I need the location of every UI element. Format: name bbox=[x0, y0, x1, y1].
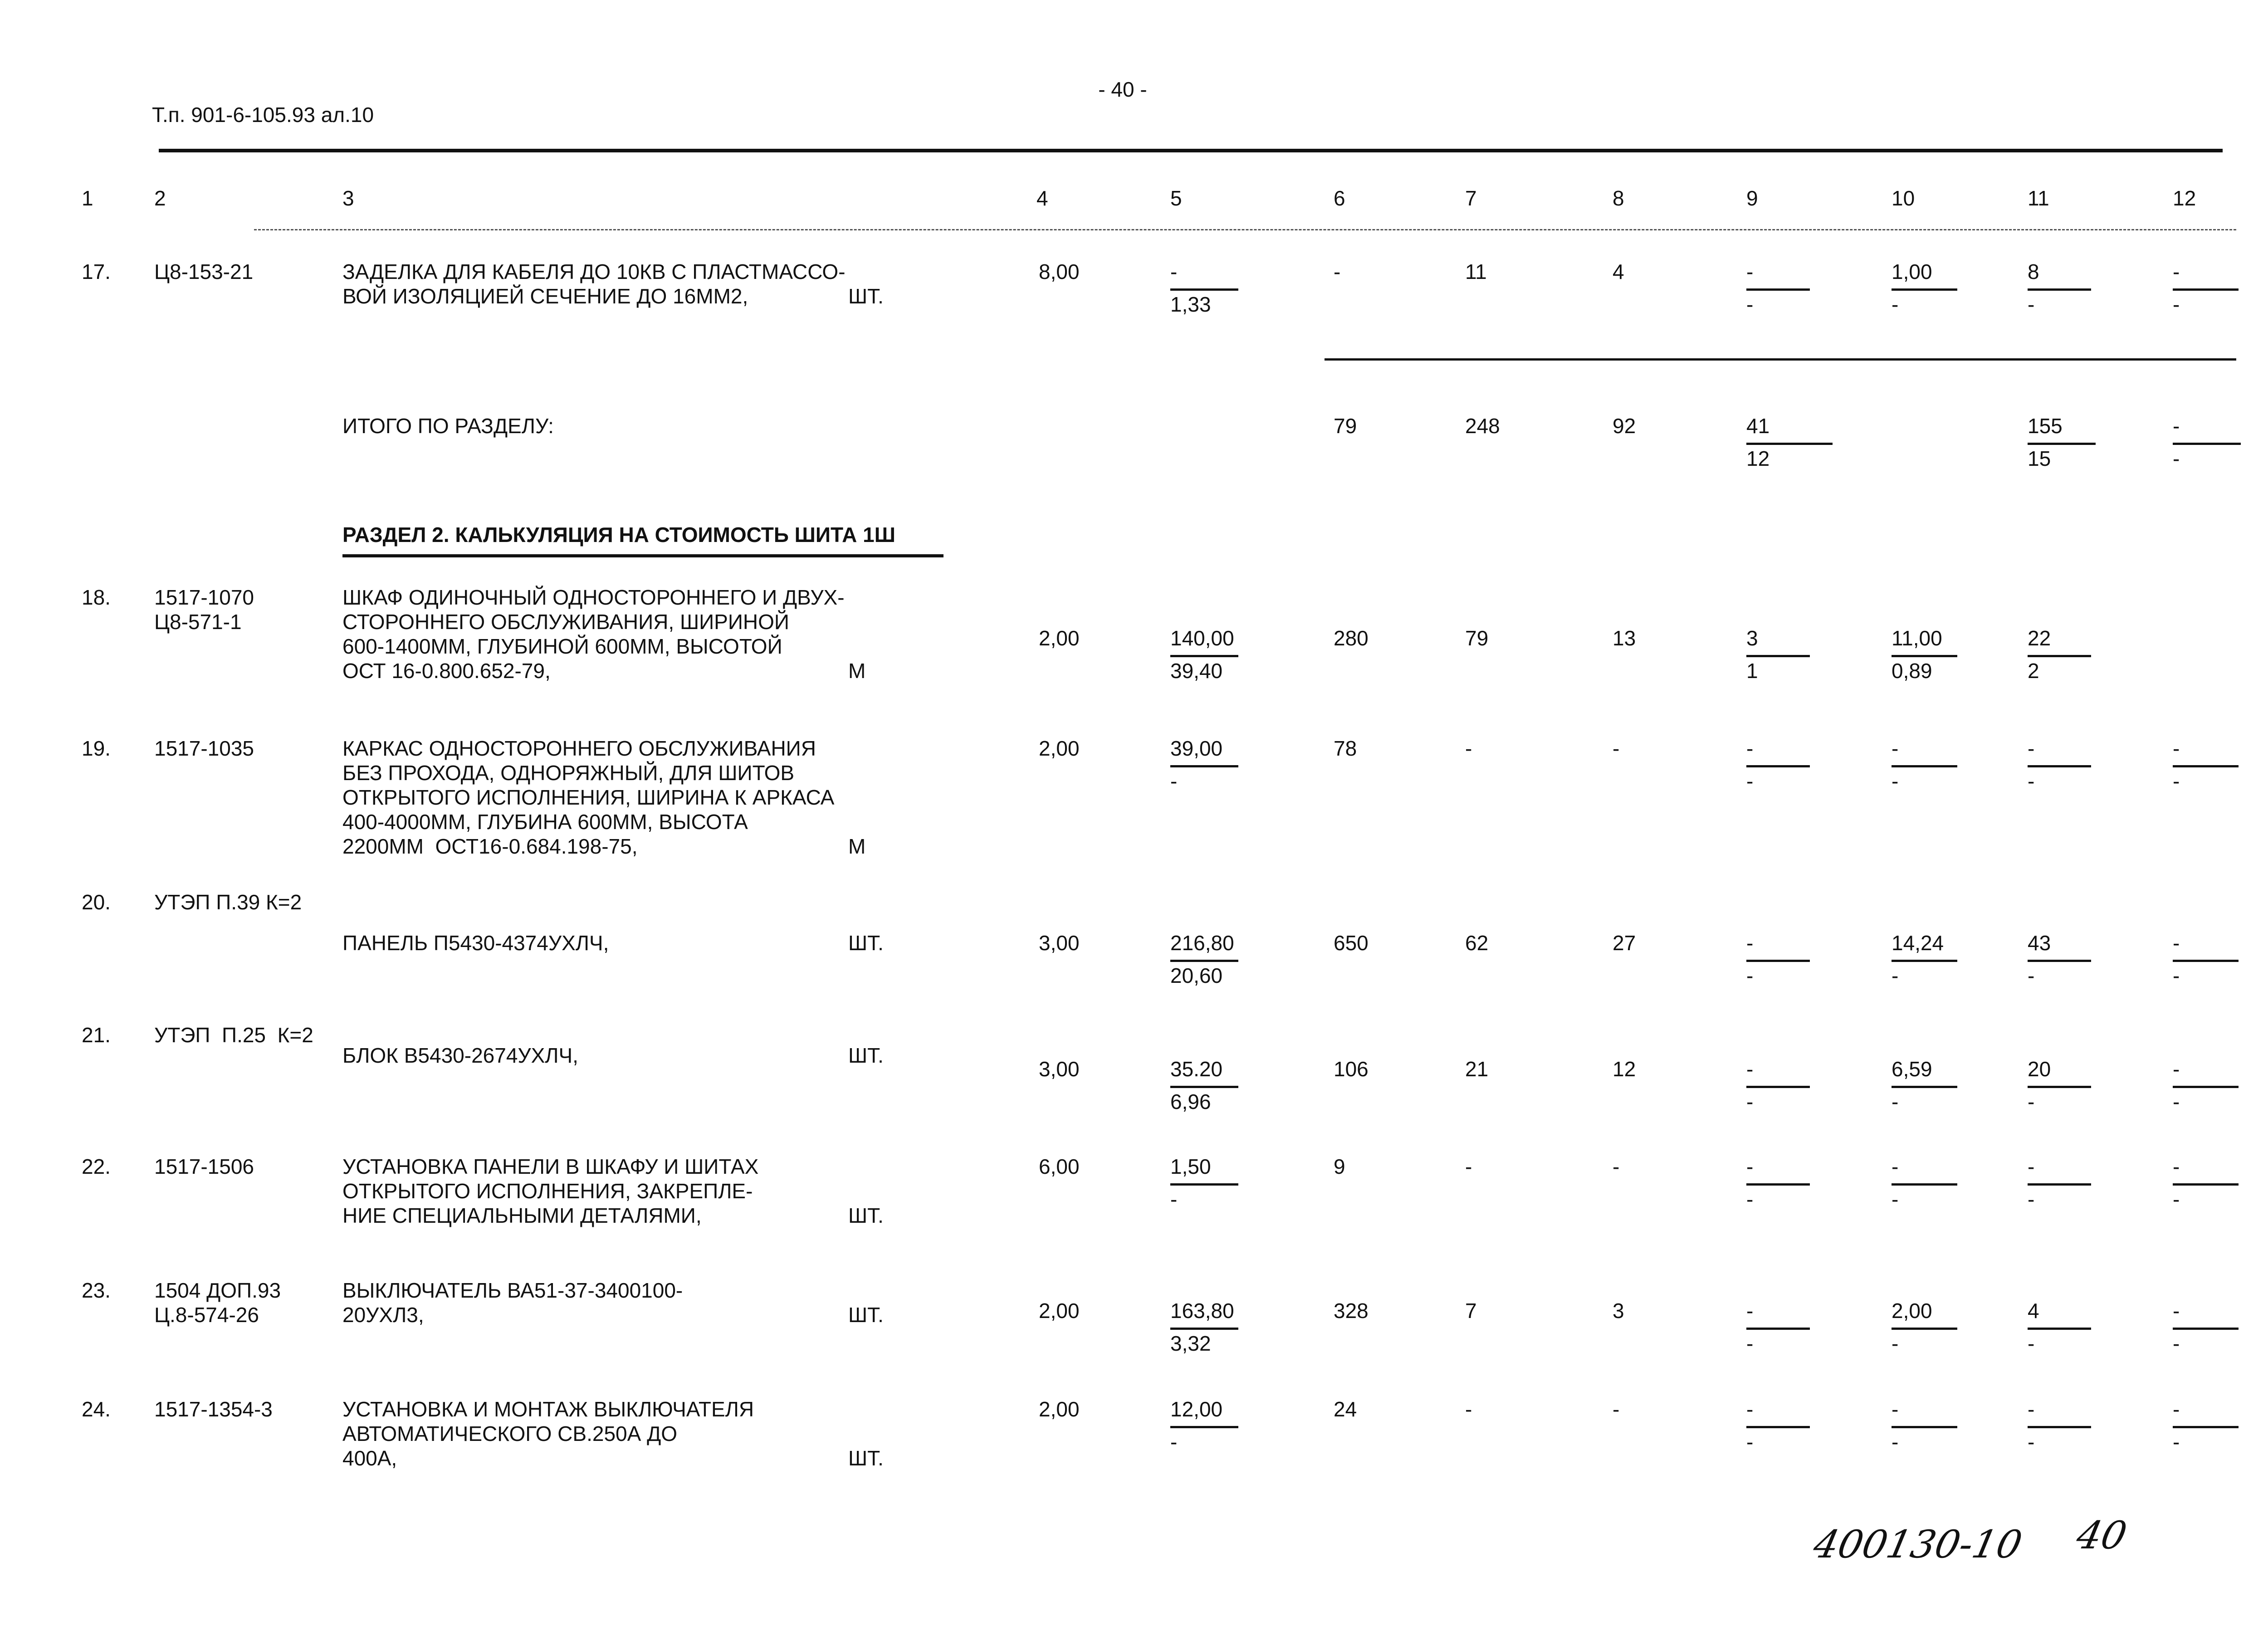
row-number: 18. bbox=[82, 586, 111, 609]
row-description: ОТКРЫТОГО ИСПОЛНЕНИЯ, ЗАКРЕПЛЕ- bbox=[342, 1179, 753, 1203]
row-col5-price-bar bbox=[1170, 960, 1238, 962]
row-col5-price bbox=[1170, 1299, 1243, 1353]
row-col11-bar bbox=[2028, 655, 2091, 657]
row-description: ВЫКЛЮЧАТЕЛЬ ВА51-37-3400100- bbox=[342, 1279, 683, 1302]
total-col7: 248 bbox=[1465, 414, 1500, 438]
row-code: Ц.8-574-26 bbox=[154, 1303, 259, 1327]
row-col10-numerator: - bbox=[1892, 1397, 1899, 1421]
row-col10-denominator: - bbox=[1892, 1090, 1899, 1113]
row-col9-bar bbox=[1746, 1183, 1810, 1186]
handwritten-code: 400130-10 bbox=[1809, 1522, 2026, 1567]
row-col11 bbox=[2028, 736, 2100, 791]
row-col7: 79 bbox=[1465, 626, 1489, 650]
row-col12-numerator: - bbox=[2173, 260, 2180, 283]
row-col9-denominator: - bbox=[1746, 1332, 1754, 1355]
row-col8: 3 bbox=[1613, 1299, 1624, 1323]
row-col5-price bbox=[1170, 931, 1243, 985]
row-col9-bar bbox=[1746, 1328, 1810, 1330]
row-col9-numerator: - bbox=[1746, 931, 1754, 955]
row-col5-price-numerator: - bbox=[1170, 260, 1178, 283]
column-number-5: 5 bbox=[1170, 186, 1182, 210]
page-number: - 40 - bbox=[1098, 78, 1147, 101]
row-col11-denominator: - bbox=[2028, 1332, 2035, 1355]
row-quantity: 8,00 bbox=[1039, 260, 1080, 283]
row-number: 17. bbox=[82, 260, 111, 283]
row-col12-numerator: - bbox=[2173, 1397, 2180, 1421]
row-col9 bbox=[1746, 626, 1819, 683]
row-col10-denominator: - bbox=[1892, 1187, 1899, 1211]
row-col6: 328 bbox=[1334, 1299, 1369, 1323]
row-col10-numerator: 11,00 bbox=[1892, 626, 1942, 650]
row-col12-denominator: - bbox=[2173, 1090, 2180, 1113]
row-col9-denominator: - bbox=[1746, 293, 1754, 316]
total-col12 bbox=[2173, 414, 2245, 468]
row-col12-numerator: - bbox=[2173, 1057, 2180, 1081]
row-col11 bbox=[2028, 1057, 2100, 1111]
total-col11-bar bbox=[2028, 443, 2096, 445]
row-code: Ц8-153-21 bbox=[154, 260, 254, 283]
row-col5-price-bar bbox=[1170, 288, 1238, 291]
row-col12 bbox=[2173, 931, 2245, 985]
row-col9 bbox=[1746, 1057, 1819, 1111]
row-col12-bar bbox=[2173, 765, 2239, 767]
row-col12-numerator: - bbox=[2173, 1155, 2180, 1178]
total-col12-bar bbox=[2173, 443, 2241, 445]
row-col11-bar bbox=[2028, 1183, 2091, 1186]
row-col10-bar bbox=[1892, 288, 1957, 291]
row-code: 1517-1506 bbox=[154, 1155, 254, 1178]
row-col5-price-denominator: 3,32 bbox=[1170, 1332, 1211, 1355]
row-col10-bar bbox=[1892, 960, 1957, 962]
row-col10 bbox=[1892, 931, 1964, 985]
row-description: НИЕ СПЕЦИАЛЬНЫМИ ДЕТАЛЯМИ, bbox=[342, 1204, 702, 1227]
row-description: ОТКРЫТОГО ИСПОЛНЕНИЯ, ШИРИНА К АРКАСА bbox=[342, 786, 835, 809]
row-col8: 27 bbox=[1613, 931, 1636, 955]
row-col9-numerator: - bbox=[1746, 1155, 1754, 1178]
row-col10-numerator: 6,59 bbox=[1892, 1057, 1932, 1081]
row-col5-price-denominator: 1,33 bbox=[1170, 293, 1211, 316]
row-col9-denominator: - bbox=[1746, 769, 1754, 793]
row-col5-price bbox=[1170, 626, 1243, 683]
row-col9-bar bbox=[1746, 960, 1810, 962]
row-col11-denominator: 2 bbox=[2028, 659, 2039, 683]
row-unit: ШТ. bbox=[848, 1044, 884, 1067]
row-col6: 9 bbox=[1334, 1155, 1345, 1178]
row-col9-numerator: - bbox=[1746, 1397, 1754, 1421]
row-col12-denominator: - bbox=[2173, 964, 2180, 987]
row-col10-denominator: 0,89 bbox=[1892, 659, 1932, 683]
row-col12 bbox=[2173, 259, 2245, 314]
row-col9-bar bbox=[1746, 1086, 1810, 1088]
row-col10-numerator: - bbox=[1892, 1155, 1899, 1178]
row-code: УТЭП П.25 К=2 bbox=[154, 1023, 313, 1047]
row-col9-numerator: - bbox=[1746, 737, 1754, 760]
row-col5-price bbox=[1170, 736, 1243, 791]
row-unit: ШТ. bbox=[848, 931, 884, 955]
section-total-label: ИТОГО ПО РАЗДЕЛУ: bbox=[342, 414, 554, 438]
row-number: 24. bbox=[82, 1397, 111, 1421]
row-col12 bbox=[2173, 1299, 2245, 1353]
row-col12-bar bbox=[2173, 1183, 2239, 1186]
total-col9 bbox=[1746, 414, 1819, 468]
row-col5-price bbox=[1170, 1057, 1243, 1111]
row-number: 20. bbox=[82, 890, 111, 914]
row-col11 bbox=[2028, 1397, 2100, 1454]
row-col11 bbox=[2028, 1154, 2100, 1209]
row-col9-denominator: 1 bbox=[1746, 659, 1758, 683]
row-col9-numerator: - bbox=[1746, 1299, 1754, 1323]
column-number-11: 11 bbox=[2028, 186, 2049, 210]
row-col11 bbox=[2028, 626, 2100, 683]
row-col5-price bbox=[1170, 1154, 1243, 1209]
row-col11-numerator: 8 bbox=[2028, 260, 2039, 283]
row-col9-numerator: - bbox=[1746, 260, 1754, 283]
row-col7: - bbox=[1465, 737, 1472, 760]
section-2-underline bbox=[342, 554, 943, 557]
total-col9-denominator: 12 bbox=[1746, 447, 1770, 470]
row-col11-bar bbox=[2028, 1086, 2091, 1088]
row-col9 bbox=[1746, 736, 1819, 791]
row-col11-numerator: - bbox=[2028, 1397, 2035, 1421]
row-col12-numerator: - bbox=[2173, 931, 2180, 955]
row-col8: 12 bbox=[1613, 1057, 1636, 1081]
row-col9-bar bbox=[1746, 765, 1810, 767]
row-description: УСТАНОВКА ПАНЕЛИ В ШКАФУ И ШИТАХ bbox=[342, 1155, 759, 1178]
column-number-4: 4 bbox=[1036, 186, 1048, 210]
row-col11-numerator: - bbox=[2028, 1155, 2035, 1178]
column-header-dashed-rule bbox=[254, 229, 2236, 230]
row-col7: 62 bbox=[1465, 931, 1489, 955]
row-description: 400-4000ММ, ГЛУБИНА 600ММ, ВЫСОТА bbox=[342, 810, 748, 834]
row-col9-numerator: 3 bbox=[1746, 626, 1758, 650]
row-col6: 106 bbox=[1334, 1057, 1369, 1081]
row-col5-price-numerator: 1,50 bbox=[1170, 1155, 1211, 1178]
row-unit: ШТ. bbox=[848, 1204, 884, 1227]
row-description: АВТОМАТИЧЕСКОГО СВ.250А ДО bbox=[342, 1422, 677, 1445]
row-code: УТЭП П.39 К=2 bbox=[154, 890, 302, 914]
row-unit: ШТ. bbox=[848, 1303, 884, 1327]
row-quantity: 6,00 bbox=[1039, 1155, 1080, 1178]
row-quantity: 3,00 bbox=[1039, 1057, 1080, 1081]
row-col9-denominator: - bbox=[1746, 1430, 1754, 1454]
row-unit: ШТ. bbox=[848, 284, 884, 308]
row-col7: 7 bbox=[1465, 1299, 1477, 1323]
row-number: 22. bbox=[82, 1155, 111, 1178]
row-col11 bbox=[2028, 1299, 2100, 1353]
row-col5-price-denominator: 39,40 bbox=[1170, 659, 1223, 683]
section-2-title: РАЗДЕЛ 2. КАЛЬКУЛЯЦИЯ НА СТОИМОСТЬ ШИТА 1Ш bbox=[342, 523, 895, 547]
row-col10-numerator: 1,00 bbox=[1892, 260, 1932, 283]
row-col6: 78 bbox=[1334, 737, 1357, 760]
row-col9-numerator: - bbox=[1746, 1057, 1754, 1081]
row-col11-numerator: - bbox=[2028, 737, 2035, 760]
row-col9 bbox=[1746, 259, 1819, 314]
row-col11-denominator: - bbox=[2028, 293, 2035, 316]
row-description: БЕЗ ПРОХОДА, ОДНОРЯЖНЫЙ, ДЛЯ ШИТОВ bbox=[342, 761, 795, 785]
row-col11-denominator: - bbox=[2028, 1430, 2035, 1454]
row-col9-bar bbox=[1746, 1426, 1810, 1428]
row-code: 1517-1354-3 bbox=[154, 1397, 273, 1421]
column-number-6: 6 bbox=[1334, 186, 1345, 210]
row-col9-denominator: - bbox=[1746, 1187, 1754, 1211]
row-description: КАРКАС ОДНОСТОРОННЕГО ОБСЛУЖИВАНИЯ bbox=[342, 737, 816, 760]
row-col10 bbox=[1892, 1154, 1964, 1209]
row-col9 bbox=[1746, 931, 1819, 985]
total-col9-bar bbox=[1746, 443, 1833, 445]
row-col11-bar bbox=[2028, 1426, 2091, 1428]
row-col5-price-bar bbox=[1170, 1183, 1238, 1186]
row-code: 1517-1035 bbox=[154, 737, 254, 760]
row-col12 bbox=[2173, 1154, 2245, 1209]
row-quantity: 2,00 bbox=[1039, 626, 1080, 650]
row-col10-bar bbox=[1892, 1426, 1957, 1428]
row-col5-price-bar bbox=[1170, 1086, 1238, 1088]
row-description: ЗАДЕЛКА ДЛЯ КАБЕЛЯ ДО 10КВ С ПЛАСТМАССО- bbox=[342, 260, 846, 283]
row-col11 bbox=[2028, 931, 2100, 985]
row-col11-bar bbox=[2028, 1328, 2091, 1330]
row-col11-numerator: 43 bbox=[2028, 931, 2051, 955]
handwritten-page: 40 bbox=[2072, 1513, 2131, 1557]
column-number-7: 7 bbox=[1465, 186, 1477, 210]
row-col12-bar bbox=[2173, 1426, 2239, 1428]
row-col5-price-denominator: - bbox=[1170, 1187, 1178, 1211]
row-col5-price-bar bbox=[1170, 765, 1238, 767]
row-col5-price-bar bbox=[1170, 1328, 1238, 1330]
row-col10-denominator: - bbox=[1892, 769, 1899, 793]
row-col10 bbox=[1892, 1057, 1964, 1111]
row-col10-bar bbox=[1892, 1328, 1957, 1330]
row-col10-bar bbox=[1892, 1183, 1957, 1186]
row-col11-bar bbox=[2028, 960, 2091, 962]
row-col11-numerator: 22 bbox=[2028, 626, 2051, 650]
row-col11-denominator: - bbox=[2028, 964, 2035, 987]
row-col12-bar bbox=[2173, 288, 2239, 291]
row-quantity: 3,00 bbox=[1039, 931, 1080, 955]
row-col8: - bbox=[1613, 1397, 1620, 1421]
row-col12-denominator: - bbox=[2173, 1430, 2180, 1454]
row-col10 bbox=[1892, 1397, 1964, 1454]
row-number: 21. bbox=[82, 1023, 111, 1047]
row-description: 20УХЛ3, bbox=[342, 1303, 424, 1327]
row-description: ОСТ 16-0.800.652-79, bbox=[342, 659, 551, 683]
column-number-8: 8 bbox=[1613, 186, 1624, 210]
row-quantity: 2,00 bbox=[1039, 1397, 1080, 1421]
row-col10-bar bbox=[1892, 1086, 1957, 1088]
row-col5-price-denominator: - bbox=[1170, 1430, 1178, 1454]
row-col8: - bbox=[1613, 1155, 1620, 1178]
row-col12-denominator: - bbox=[2173, 1332, 2180, 1355]
total-col11 bbox=[2028, 414, 2100, 468]
row-col11-bar bbox=[2028, 765, 2091, 767]
column-number-1: 1 bbox=[82, 186, 93, 210]
row-col11-denominator: - bbox=[2028, 1187, 2035, 1211]
row-col9 bbox=[1746, 1154, 1819, 1209]
row-col8: 13 bbox=[1613, 626, 1636, 650]
row-col12-denominator: - bbox=[2173, 293, 2180, 316]
row-col7: - bbox=[1465, 1155, 1472, 1178]
row-col7: - bbox=[1465, 1397, 1472, 1421]
row-description: ПАНЕЛЬ П5430-4374УХЛЧ, bbox=[342, 931, 609, 955]
row-col10-bar bbox=[1892, 655, 1957, 657]
row-col10-denominator: - bbox=[1892, 293, 1899, 316]
row-col5-price-numerator: 12,00 bbox=[1170, 1397, 1223, 1421]
row-col5-price-denominator: 20,60 bbox=[1170, 964, 1223, 987]
row-code: 1504 ДОП.93 bbox=[154, 1279, 281, 1302]
row-col11 bbox=[2028, 259, 2100, 314]
row-col9 bbox=[1746, 1397, 1819, 1454]
row-code: Ц8-571-1 bbox=[154, 610, 242, 634]
total-col6: 79 bbox=[1334, 414, 1357, 438]
row-col5-price bbox=[1170, 259, 1243, 314]
row-description: 2200ММ ОСТ16-0.684.198-75, bbox=[342, 835, 638, 858]
row-col11-bar bbox=[2028, 288, 2091, 291]
row-col10-numerator: 2,00 bbox=[1892, 1299, 1932, 1323]
row-col5-price-numerator: 216,80 bbox=[1170, 931, 1234, 955]
row-description: ШКАФ ОДИНОЧНЫЙ ОДНОСТОРОННЕГО И ДВУХ- bbox=[342, 586, 845, 609]
row-description: СТОРОННЕГО ОБСЛУЖИВАНИЯ, ШИРИНОЙ bbox=[342, 610, 789, 634]
total-col11-numerator: 155 bbox=[2028, 414, 2063, 438]
row-quantity: 2,00 bbox=[1039, 737, 1080, 760]
row-col12-bar bbox=[2173, 960, 2239, 962]
row-unit: М bbox=[848, 835, 866, 858]
row-col10 bbox=[1892, 1299, 1964, 1353]
row-col12 bbox=[2173, 736, 2245, 791]
row-col12-bar bbox=[2173, 1086, 2239, 1088]
row-col5-price-numerator: 39,00 bbox=[1170, 737, 1223, 760]
row-col6: - bbox=[1334, 260, 1341, 283]
row-col11-numerator: 20 bbox=[2028, 1057, 2051, 1081]
row-quantity: 2,00 bbox=[1039, 1299, 1080, 1323]
total-col12-numerator: - bbox=[2173, 414, 2180, 438]
document-reference: Т.п. 901-6-105.93 ал.10 bbox=[152, 103, 374, 127]
total-col12-denominator: - bbox=[2173, 447, 2180, 470]
row-col5-price-denominator: 6,96 bbox=[1170, 1090, 1211, 1113]
row-col7: 21 bbox=[1465, 1057, 1489, 1081]
row-col5-price-numerator: 163,80 bbox=[1170, 1299, 1234, 1323]
row-col10-numerator: - bbox=[1892, 737, 1899, 760]
row-col5-price-numerator: 35.20 bbox=[1170, 1057, 1223, 1081]
column-number-3: 3 bbox=[342, 186, 354, 210]
total-col9-numerator: 41 bbox=[1746, 414, 1770, 438]
row-col8: - bbox=[1613, 737, 1620, 760]
row-col10 bbox=[1892, 626, 1964, 683]
total-col8: 92 bbox=[1613, 414, 1636, 438]
row-description: УСТАНОВКА И МОНТАЖ ВЫКЛЮЧАТЕЛЯ bbox=[342, 1397, 754, 1421]
row-description: 400А, bbox=[342, 1446, 397, 1470]
row-col5-price-numerator: 140,00 bbox=[1170, 626, 1234, 650]
row-col10 bbox=[1892, 736, 1964, 791]
row-col10-bar bbox=[1892, 765, 1957, 767]
row-col12 bbox=[2173, 1057, 2245, 1111]
header-rule bbox=[159, 149, 2223, 152]
row-number: 19. bbox=[82, 737, 111, 760]
row-col5-price-denominator: - bbox=[1170, 769, 1178, 793]
row-col5-price-bar bbox=[1170, 655, 1238, 657]
row-unit: М bbox=[848, 659, 866, 683]
row-col11-numerator: 4 bbox=[2028, 1299, 2039, 1323]
row-unit: ШТ. bbox=[848, 1446, 884, 1470]
row-col12-numerator: - bbox=[2173, 737, 2180, 760]
row-col11-denominator: - bbox=[2028, 769, 2035, 793]
row-col10-denominator: - bbox=[1892, 1332, 1899, 1355]
row-col5-price bbox=[1170, 1397, 1243, 1454]
row-col11-denominator: - bbox=[2028, 1090, 2035, 1113]
row-col6: 24 bbox=[1334, 1397, 1357, 1421]
row-col10-numerator: 14,24 bbox=[1892, 931, 1944, 955]
row-col7: 11 bbox=[1465, 260, 1487, 283]
row-col9-denominator: - bbox=[1746, 964, 1754, 987]
column-number-12: 12 bbox=[2173, 186, 2196, 210]
column-number-10: 10 bbox=[1892, 186, 1915, 210]
row-description: БЛОК В5430-2674УХЛЧ, bbox=[342, 1044, 578, 1067]
total-rule bbox=[1325, 358, 2236, 361]
row-col5-price-bar bbox=[1170, 1426, 1238, 1428]
row-col8: 4 bbox=[1613, 260, 1624, 283]
row-col10 bbox=[1892, 259, 1964, 314]
row-col12-numerator: - bbox=[2173, 1299, 2180, 1323]
row-col10-denominator: - bbox=[1892, 964, 1899, 987]
row-col6: 280 bbox=[1334, 626, 1369, 650]
row-col12 bbox=[2173, 1397, 2245, 1454]
row-col9-denominator: - bbox=[1746, 1090, 1754, 1113]
row-number: 23. bbox=[82, 1279, 111, 1302]
row-col6: 650 bbox=[1334, 931, 1369, 955]
column-number-9: 9 bbox=[1746, 186, 1758, 210]
row-col9-bar bbox=[1746, 655, 1810, 657]
row-col12-denominator: - bbox=[2173, 1187, 2180, 1211]
row-description: 600-1400ММ, ГЛУБИНОЙ 600ММ, ВЫСОТОЙ bbox=[342, 635, 782, 658]
column-number-2: 2 bbox=[154, 186, 166, 210]
row-col12-bar bbox=[2173, 1328, 2239, 1330]
row-col9-bar bbox=[1746, 288, 1810, 291]
row-code: 1517-1070 bbox=[154, 586, 254, 609]
row-col10-denominator: - bbox=[1892, 1430, 1899, 1454]
row-col9 bbox=[1746, 1299, 1819, 1353]
total-col11-denominator: 15 bbox=[2028, 447, 2051, 470]
row-col12-denominator: - bbox=[2173, 769, 2180, 793]
row-description: ВОЙ ИЗОЛЯЦИЕЙ СЕЧЕНИЕ ДО 16ММ2, bbox=[342, 284, 748, 308]
